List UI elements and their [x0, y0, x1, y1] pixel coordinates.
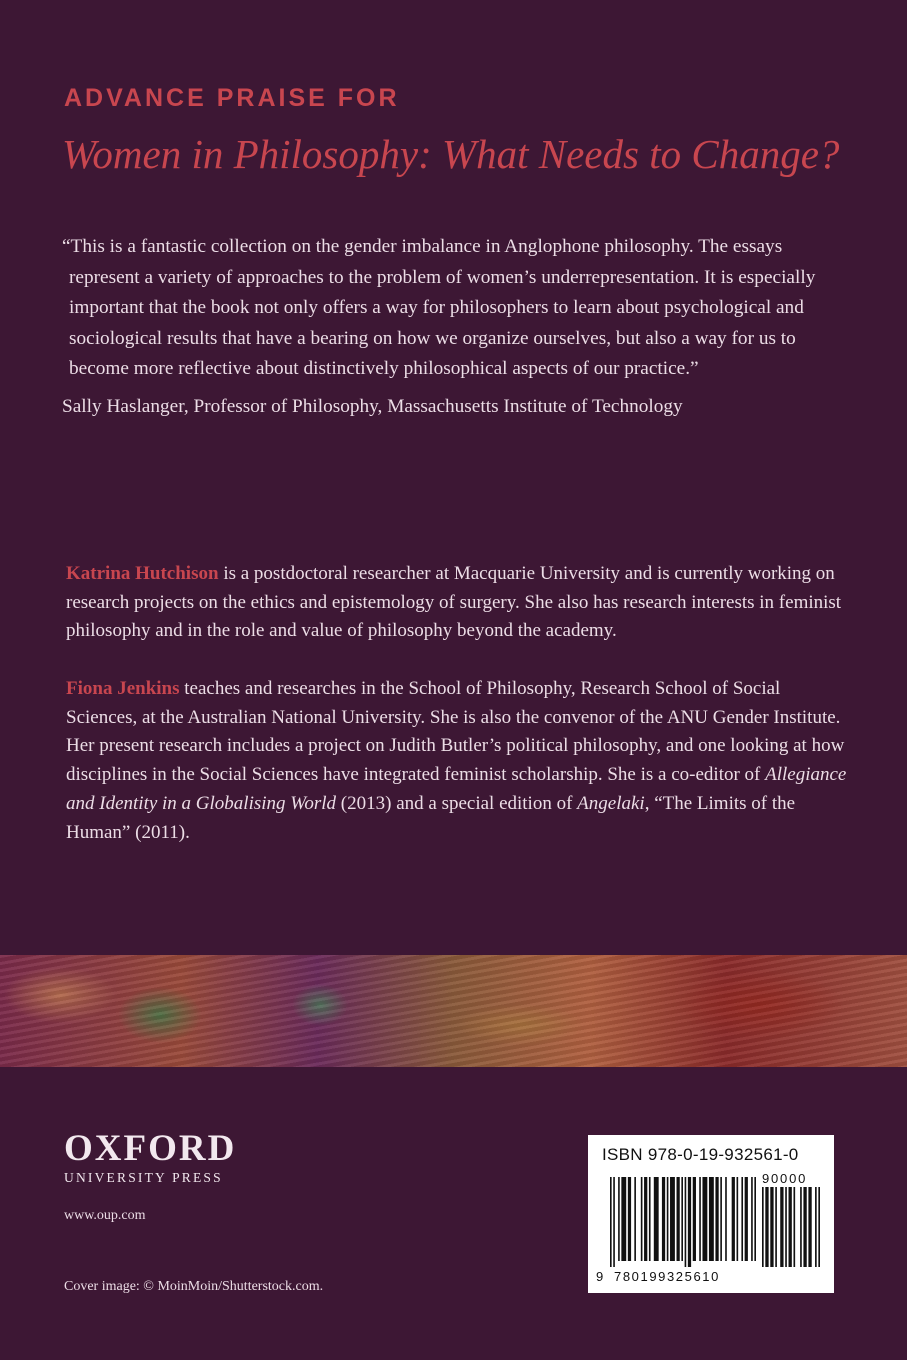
oxford-logo-word: OXFORD — [64, 1128, 237, 1169]
author-name: Fiona Jenkins — [66, 678, 180, 699]
barcode-bar — [754, 1177, 756, 1261]
barcode-lead-digit: 9 — [596, 1269, 604, 1284]
praise-quote — [62, 232, 852, 422]
barcode-bar — [693, 1177, 696, 1261]
barcode-bar — [770, 1187, 773, 1267]
barcode-bar — [644, 1177, 647, 1261]
quote-attribution: Sally Haslanger, Professor of Philosophy, Massachusetts Institute of Technology — [62, 395, 683, 417]
barcode-bar — [688, 1177, 691, 1267]
barcode-bar — [737, 1177, 739, 1261]
barcode-bar — [613, 1177, 615, 1267]
praise-heading: ADVANCE PRAISE FOR — [64, 84, 400, 112]
barcode-icon — [610, 1177, 756, 1267]
barcode-bar — [715, 1177, 718, 1261]
barcode-bar — [818, 1187, 820, 1267]
barcode-bar — [765, 1187, 768, 1267]
barcode-bar — [670, 1177, 675, 1261]
barcode-bar — [815, 1187, 817, 1267]
barcode-bar — [775, 1187, 777, 1267]
quote-text: “This is a fantastic collection on the gender imbalance in Anglophone philosophy. The essays represent a variety of approaches to the problem of women’s underrepresentation. It is especially important that the book not only offers a way for philosophers to learn about psychological and sociological results that have a bearing on how we organize ourselves, but also a way for us to become more reflective about distinctively philosophical aspects of our practice.” — [62, 236, 816, 379]
barcode-bar — [789, 1187, 792, 1267]
cover-image-credit: Cover image: © MoinMoin/Shutterstock.com. — [64, 1279, 324, 1294]
barcode-bar — [677, 1177, 680, 1261]
publisher-website: www.oup.com — [64, 1208, 146, 1223]
bio-text: teaches and researches in the School of Philosophy, Research School of Social Sciences, at the Australian National University. She is also the convenor of the ANU Gender Institute. Her present research includes a project on Judith Butler’s political philosophy, and one looking at how disciplines in the Social Sciences have integrated feminist scholarship. She is a co-editor of — [66, 678, 845, 786]
bio-hutchison — [66, 560, 856, 646]
cover-art-band — [0, 955, 907, 1067]
barcode-bar — [751, 1177, 753, 1261]
barcode-bar — [681, 1177, 683, 1261]
barcode-bar — [628, 1177, 631, 1261]
barcode-bar — [641, 1177, 643, 1261]
barcode-bar — [610, 1177, 612, 1267]
barcode-bar — [762, 1187, 764, 1267]
barcode-bar — [808, 1187, 811, 1267]
barcode-digits: 780199325610 — [614, 1269, 720, 1284]
barcode-bar — [780, 1187, 783, 1267]
barcode-bar — [803, 1187, 806, 1267]
book-reference: Allegiance and Identity in a Globalising World — [66, 764, 847, 814]
barcode-bar — [621, 1177, 626, 1261]
barcode-bar — [654, 1177, 659, 1261]
barcode-bar — [725, 1177, 727, 1261]
barcode-bar — [745, 1177, 748, 1261]
oxford-logo-subtitle: UNIVERSITY PRESS — [64, 1170, 223, 1185]
author-name: Katrina Hutchison — [66, 563, 219, 584]
oxford-logo — [64, 1130, 244, 1186]
barcode-bar — [702, 1177, 707, 1261]
barcode-bar — [732, 1177, 735, 1261]
bio-text: (2013) and a special edition of — [336, 792, 578, 814]
bio-jenkins — [66, 675, 856, 847]
barcode-bar — [741, 1177, 743, 1261]
isbn-barcode-box — [588, 1135, 834, 1293]
barcode-bar — [800, 1187, 802, 1267]
barcode-bar — [649, 1177, 651, 1261]
isbn-text: ISBN 978-0-19-932561-0 — [602, 1145, 799, 1164]
barcode-bar — [785, 1187, 787, 1267]
bio-text: is a postdoctoral researcher at Macquarie University and is currently working on research projects on the ethics and epistemology of surgery. She also has research interests in feminist philosophy and in the role and value of philosophy beyond the academy. — [66, 563, 842, 642]
addon-digits: 90000 — [762, 1171, 808, 1186]
barcode-bar — [667, 1177, 669, 1261]
barcode-bar — [662, 1177, 665, 1261]
barcode-bar — [634, 1177, 636, 1261]
barcode-bar — [618, 1177, 620, 1261]
barcode-bar — [685, 1177, 687, 1267]
barcode-bar — [793, 1187, 795, 1267]
book-title: Women in Philosophy: What Needs to Change? — [62, 131, 840, 177]
journal-reference: Angelaki — [577, 792, 645, 814]
barcode-bar — [699, 1177, 701, 1261]
barcode-bar — [720, 1177, 722, 1261]
addon-barcode-icon — [762, 1187, 820, 1267]
bio-text: , “The Limits of the Human” (2011). — [66, 792, 796, 843]
barcode-bar — [709, 1177, 714, 1261]
